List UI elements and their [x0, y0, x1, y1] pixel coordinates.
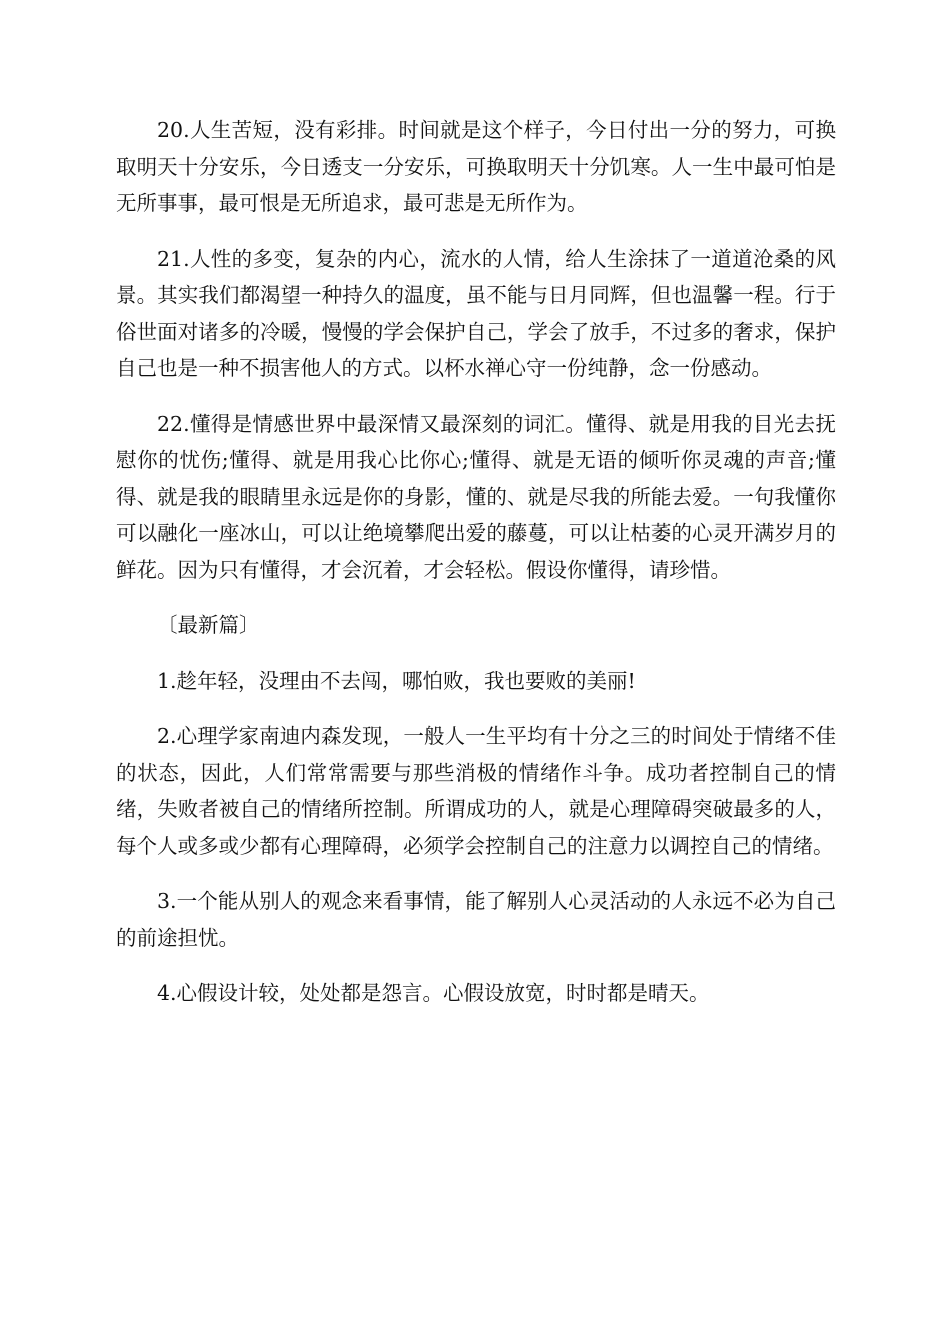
document-body	[116, 112, 836, 1031]
paragraph-2: 2.心理学家南迪内森发现，一般人一生平均有十分之三的时间处于情绪不佳的状态，因此，人们常常需要与那些消极的情绪作斗争。成功者控制自己的情绪，失败者被自己的情绪所控制。所谓成功的人，就是心理障碍突破最多的人，每个人或多或少都有心理障碍，必须学会控制自己的注意力以调控自己的情绪。	[116, 724, 836, 858]
paragraph-1: 1.趁年轻，没理由不去闯，哪怕败，我也要败的美丽!	[157, 668, 636, 693]
paragraph-22: 22.懂得是情感世界中最深情又最深刻的词汇。懂得、就是用我的目光去抚慰你的忧伤;懂得、就是用我心比你心;懂得、就是无语的倾听你灵魂的声音;懂得、就是我的眼睛里永远是你的身影，懂的、就是尽我的所能去爱。一句我懂你可以融化一座冰山，可以让绝境攀爬出爱的藤蔓，可以让枯萎的心灵开满岁月的鲜花。因为只有懂得，才会沉着，才会轻松。假设你懂得，请珍惜。	[116, 411, 836, 582]
paragraph-4: 4.心假设计较，处处都是怨言。心假设放宽，时时都是晴天。	[157, 981, 710, 1005]
paragraph-21: 21.人性的多变，复杂的内心，流水的人情，给人生涂抹了一道道沧桑的风景。其实我们都渴望一种持久的温度，虽不能与日月同辉，但也温馨一程。行于俗世面对诸多的冷暖，慢慢的学会保护自己，学会了放手，不过多的奢求，保护自己也是一种不损害他人的方式。以杯水禅心守一份纯静，念一份感动。	[116, 246, 836, 380]
section-heading: 〔最新篇〕	[157, 613, 260, 637]
paragraph-3: 3.一个能从别人的观念来看事情，能了解别人心灵活动的人永远不必为自己的前途担忧。	[116, 889, 836, 950]
paragraph-20: 20.人生苦短，没有彩排。时间就是这个样子，今日付出一分的努力，可换取明天十分安乐，今日透支一分安乐，可换取明天十分饥寒。人一生中最可怕是无所事事，最可恨是无所追求，最可悲是无所作为。	[116, 118, 836, 215]
